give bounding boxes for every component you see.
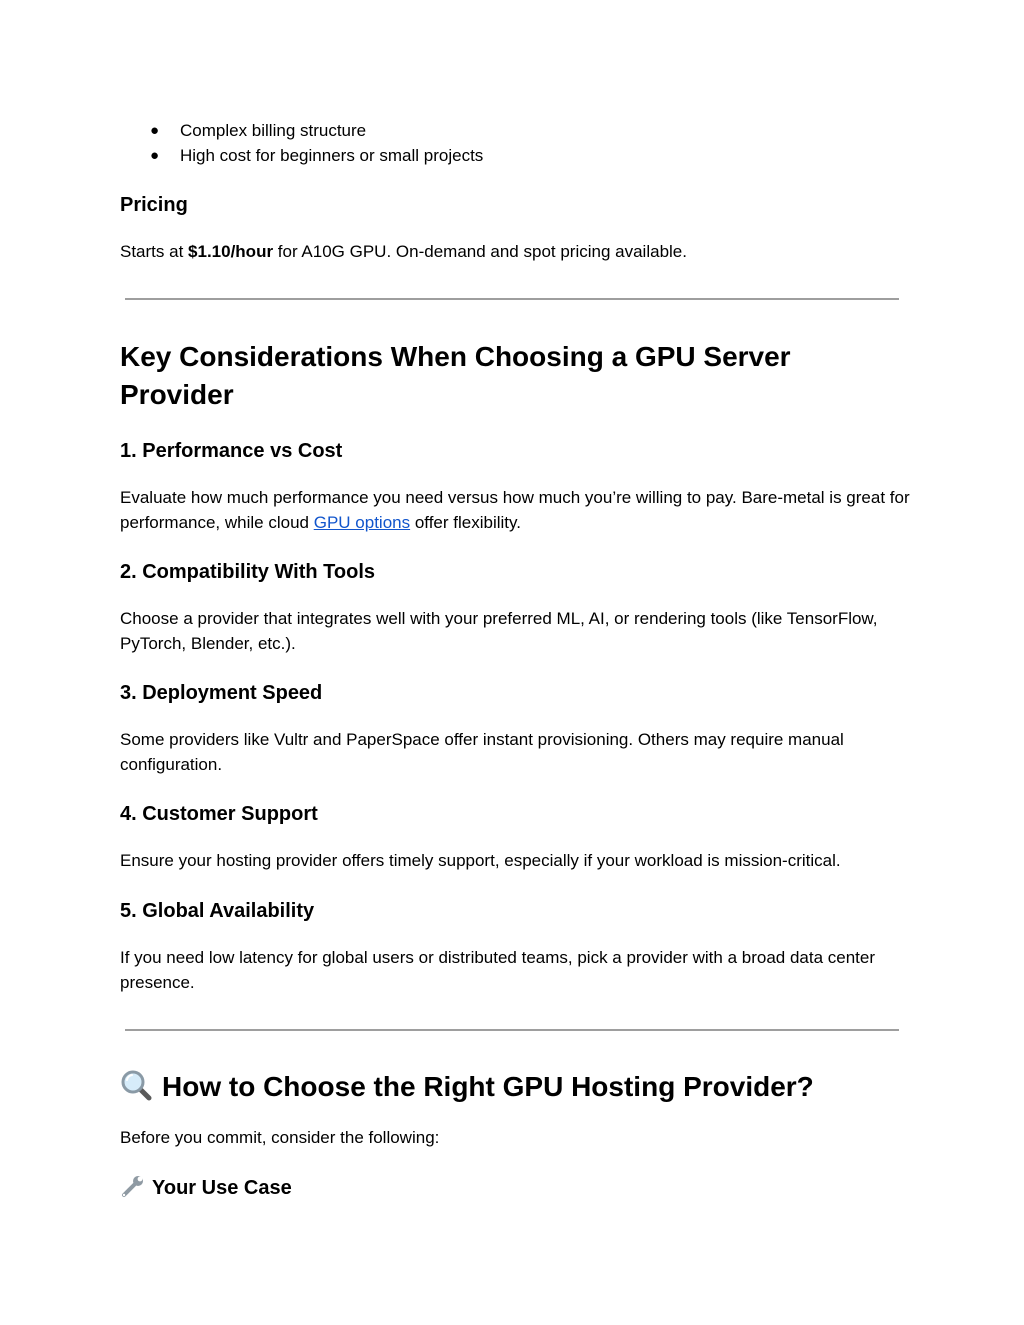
pricing-price: $1.10/hour bbox=[188, 242, 274, 261]
consideration-text bbox=[120, 486, 910, 535]
wrench-icon bbox=[120, 1175, 146, 1199]
pricing-heading: Pricing bbox=[120, 194, 188, 216]
bullet-icon: ● bbox=[150, 122, 160, 139]
horizontal-divider bbox=[125, 298, 899, 300]
horizontal-divider bbox=[125, 1029, 899, 1031]
bullet-icon: ● bbox=[150, 147, 160, 164]
consideration-heading: 4. Customer Support bbox=[120, 803, 318, 825]
consideration-text-before: Evaluate how much performance you need versus how much you’re willing to pay. Bare-metal is great for performance, while cloud bbox=[120, 488, 910, 532]
gpu-options-link[interactable]: GPU options bbox=[313, 512, 411, 532]
consideration-text-after: offer flexibility. bbox=[410, 512, 521, 532]
consideration-text: Choose a provider that integrates well with your preferred ML, AI, or rendering tools (like TensorFlow, PyTorch, Blender, etc.). bbox=[120, 609, 878, 653]
use-case-heading-text: Your Use Case bbox=[152, 1177, 292, 1199]
key-considerations-title: Key Considerations When Choosing a GPU Server Provider bbox=[120, 341, 791, 410]
list-item bbox=[120, 143, 900, 168]
consideration-heading: 5. Global Availability bbox=[120, 900, 315, 922]
consideration-heading: 1. Performance vs Cost bbox=[120, 440, 343, 462]
how-to-choose-title bbox=[120, 1068, 900, 1106]
pricing-text-after: for A10G GPU. On-demand and spot pricing available. bbox=[273, 242, 687, 261]
how-to-choose-intro: Before you commit, consider the following: bbox=[120, 1128, 440, 1147]
consideration-text: Some providers like Vultr and PaperSpace offer instant provisioning. Others may require manual configuration. bbox=[120, 730, 844, 774]
consideration-heading: 2. Compatibility With Tools bbox=[120, 561, 375, 583]
consideration-text: If you need low latency for global users or distributed teams, pick a provider with a broad data center presence. bbox=[120, 948, 876, 992]
consideration-heading: 3. Deployment Speed bbox=[120, 682, 323, 704]
pricing-text-before: Starts at bbox=[120, 242, 189, 261]
cons-list bbox=[120, 118, 900, 168]
magnifying-glass-icon bbox=[120, 1069, 154, 1103]
list-item-text: High cost for beginners or small projects bbox=[180, 146, 484, 165]
how-to-choose-title-text: How to Choose the Right GPU Hosting Provider? bbox=[162, 1071, 814, 1102]
use-case-heading bbox=[120, 1175, 292, 1201]
list-item bbox=[120, 118, 900, 143]
list-item-text: Complex billing structure bbox=[180, 121, 367, 140]
pricing-text bbox=[120, 240, 910, 265]
consideration-text: Ensure your hosting provider offers timely support, especially if your workload is mission-critical. bbox=[120, 851, 841, 870]
